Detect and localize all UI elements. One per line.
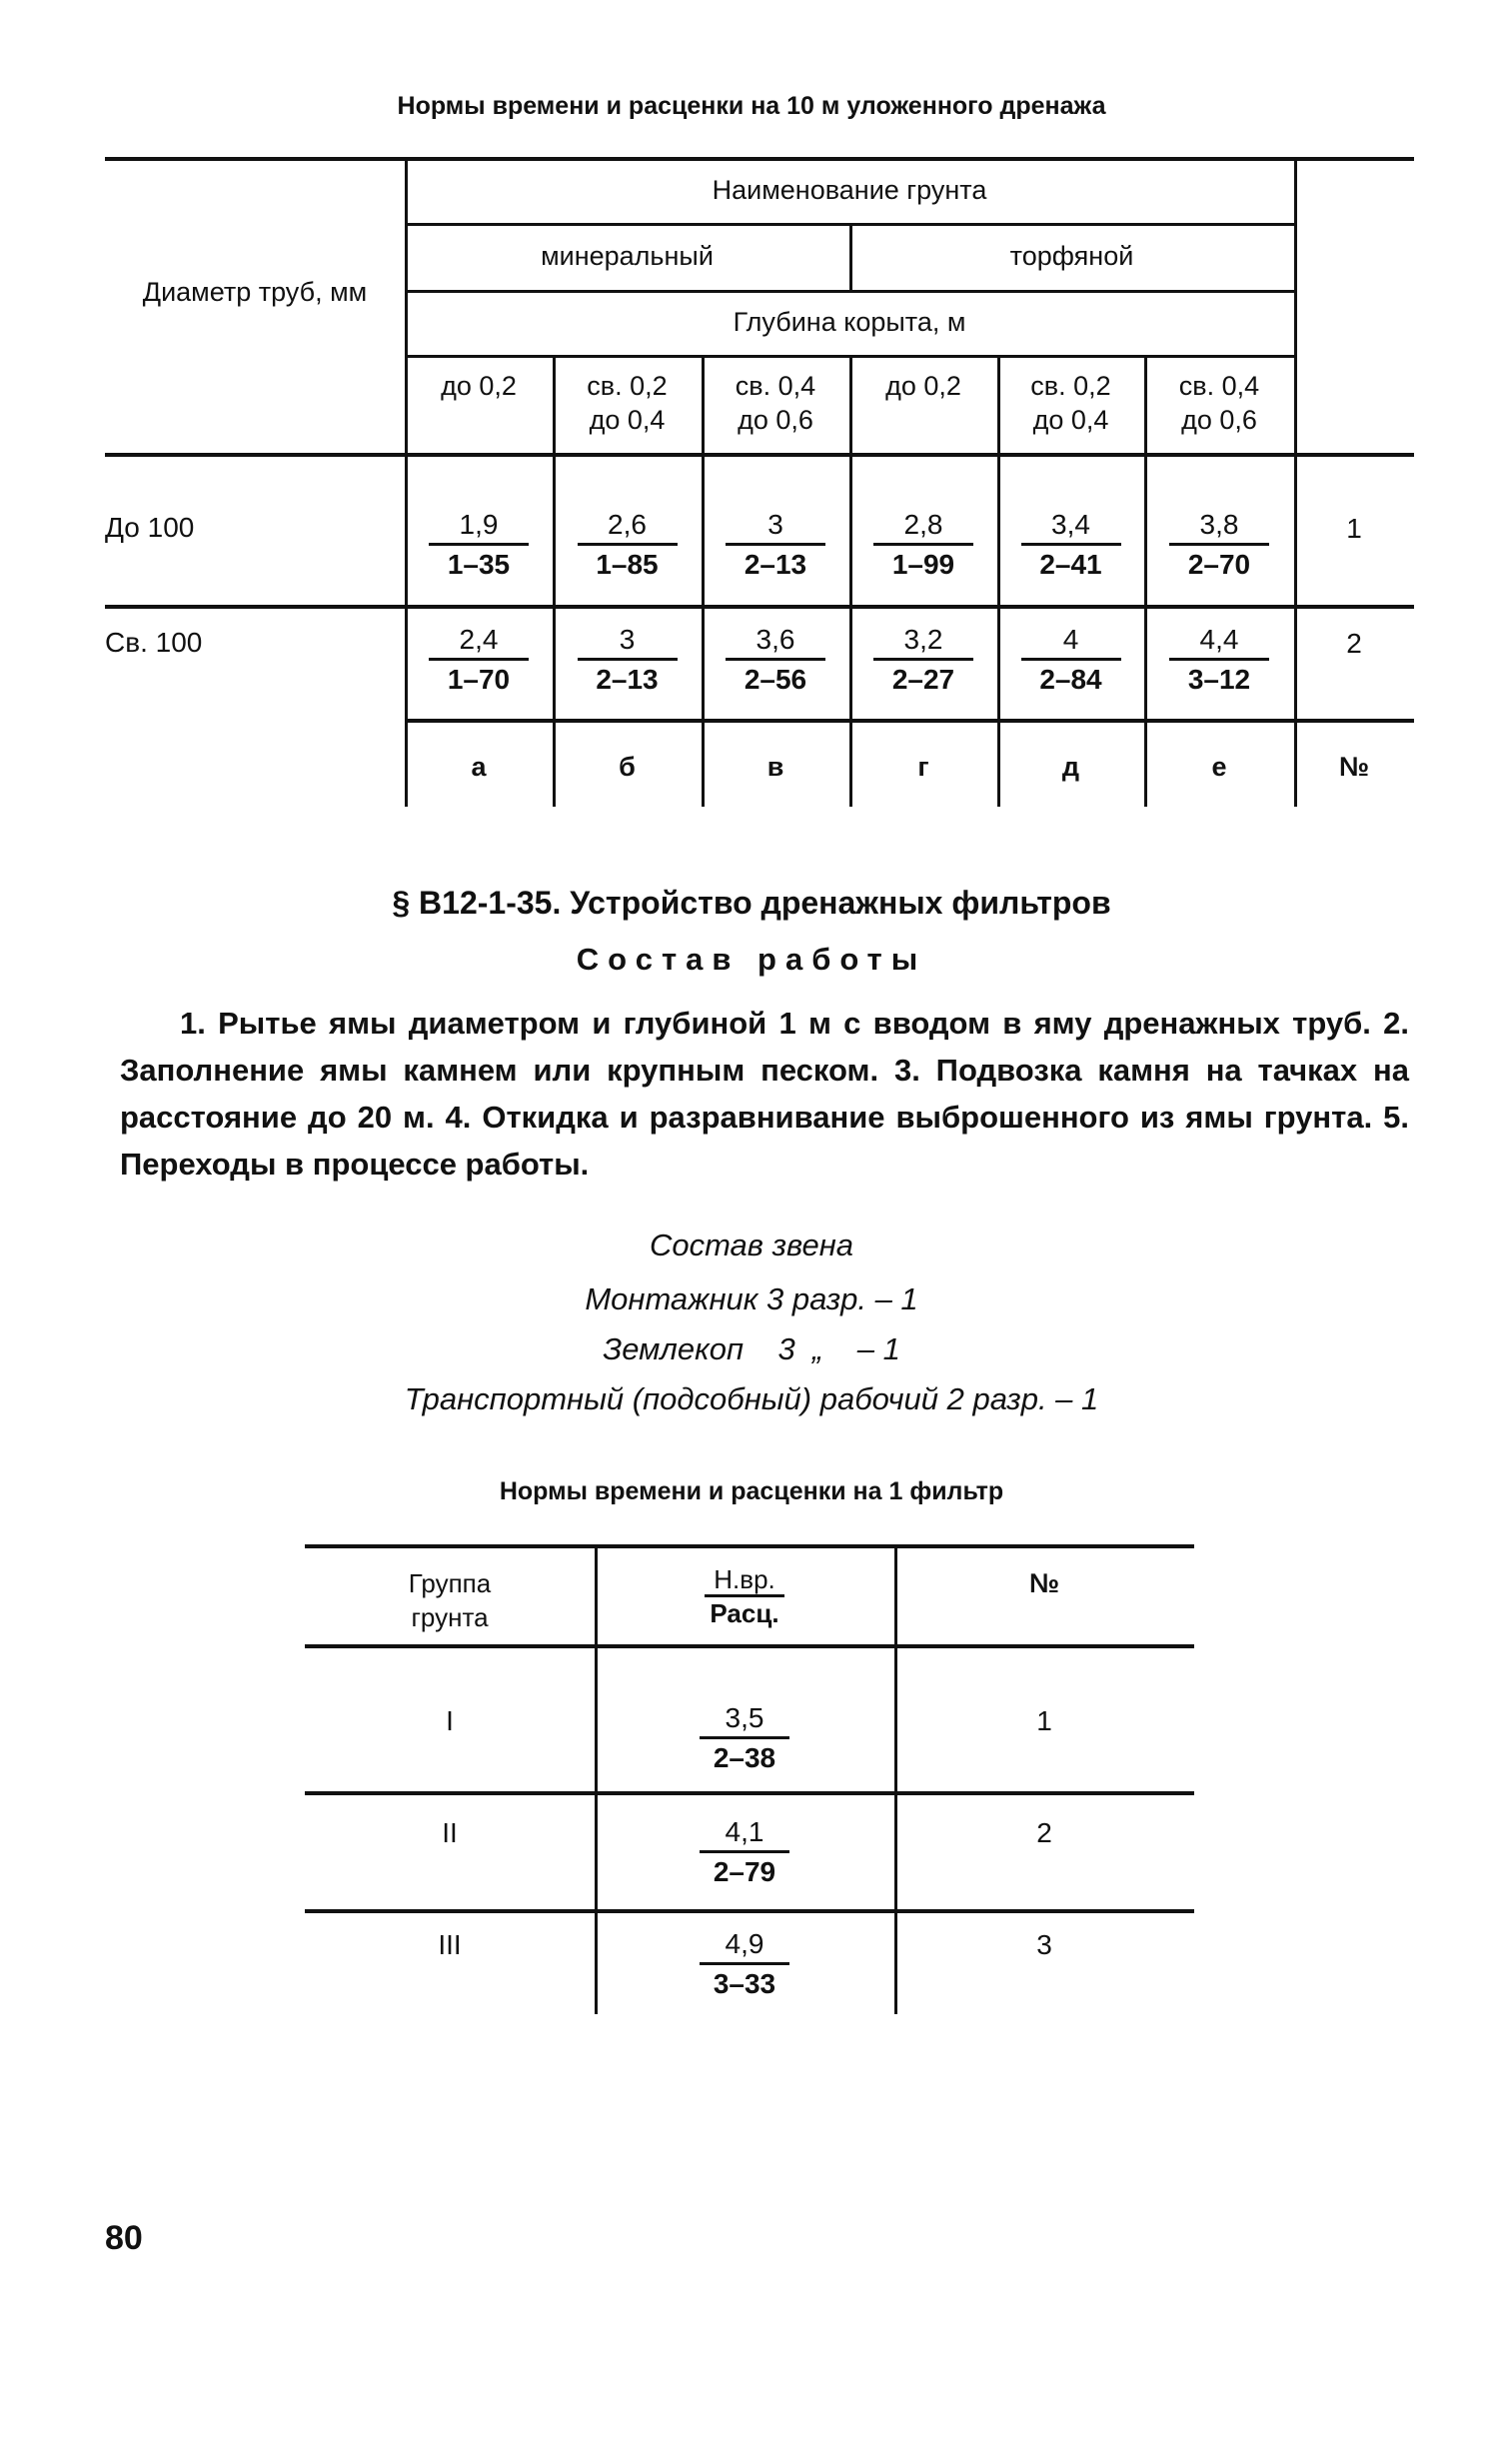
table-cell: [997, 622, 1144, 697]
depth-col-f-line2: до 0,6: [1181, 405, 1257, 435]
depth-col-c-line1: св. 0,4: [735, 371, 816, 401]
norm-time-header: Н.вр.: [714, 1564, 775, 1594]
column-letter: б: [619, 752, 636, 782]
row-number: 1: [1346, 513, 1362, 544]
norm-time: 3,4: [1051, 509, 1090, 540]
rate-header: Расц.: [710, 1598, 779, 1628]
table-cell: [405, 507, 553, 582]
section-title: § В12-1-35. Устройство дренажных фильтров: [392, 885, 1111, 921]
table2: [305, 1544, 1194, 2014]
depth-col-c-line2: до 0,6: [738, 405, 813, 435]
norm-time: 3,6: [755, 624, 795, 655]
depth-header: Глубина корыта, м: [733, 307, 966, 337]
depth-col-b: [553, 369, 702, 437]
depth-col-b-line1: св. 0,2: [587, 371, 668, 401]
table-cell: [1144, 622, 1294, 697]
soil-type-mineral: минеральный: [541, 241, 714, 271]
col-group-header: [305, 1566, 595, 1634]
norm-time: 3: [619, 624, 636, 655]
work-composition-text: 1. Рытье ямы диаметром и глубиной 1 м с вводом в яму дренажных труб. 2. Заполнение ямы камнем или крупным песком. 3. Подвозка камня на тачках на расстояние до 20 м. 4. Откидка и разравнивание выброшенного из ямы грунта. 5. Переходы в процессе работы.: [120, 1006, 1409, 1182]
table-cell: [997, 507, 1144, 582]
group-value: II: [442, 1817, 458, 1848]
depth-col-d: [849, 369, 997, 403]
row-number: 3: [1036, 1929, 1052, 1960]
table-cell: [702, 507, 849, 582]
col-norm-header: [595, 1564, 894, 1627]
rate: 2–27: [891, 664, 955, 695]
table-cell: [595, 1926, 894, 2001]
row-number: 2: [1346, 628, 1362, 659]
rate: 1–85: [596, 549, 659, 580]
depth-col-a-line1: до 0,2: [441, 371, 517, 401]
table-cell: [553, 622, 702, 697]
col-group-header-text: Группа грунта: [408, 1568, 492, 1632]
rate: 1–70: [447, 664, 511, 695]
column-letter: г: [917, 752, 929, 782]
group-header: Наименование грунта: [712, 175, 987, 205]
depth-col-a: [405, 369, 553, 403]
depth-col-f-line1: св. 0,4: [1178, 371, 1260, 401]
rate: 3–12: [1187, 664, 1251, 695]
crew-line: Землекоп 3 „ – 1: [603, 1331, 900, 1366]
norm-time: 3,8: [1199, 509, 1239, 540]
row-number: 1: [1036, 1705, 1052, 1736]
norm-time: 4,1: [725, 1816, 764, 1847]
row-label: До 100: [105, 512, 195, 543]
table-cell: [1144, 507, 1294, 582]
column-letter: д: [1061, 752, 1080, 782]
rate: 2–56: [744, 664, 807, 695]
depth-col-b-line2: до 0,4: [589, 405, 666, 435]
stub-header: [105, 275, 405, 309]
table-cell: [595, 1814, 894, 1889]
rate: 2–84: [1039, 664, 1102, 695]
crew-title: Состав звена: [649, 1228, 854, 1262]
depth-col-e-line2: до 0,4: [1032, 405, 1109, 435]
norm-time: 3,2: [903, 624, 943, 655]
norm-time: 2,8: [903, 509, 943, 540]
number-column-label: №: [1338, 752, 1370, 782]
crew-line: Монтажник 3 разр. – 1: [585, 1281, 918, 1316]
norm-time: 3,5: [725, 1702, 764, 1733]
rate: 1–99: [891, 549, 955, 580]
norm-time: 4: [1062, 624, 1079, 655]
rate: 2–13: [596, 664, 659, 695]
table1-caption: Нормы времени и расценки на 10 м уложенного дренажа: [397, 92, 1106, 120]
rate: 2–79: [713, 1856, 776, 1887]
table1: [105, 157, 1414, 807]
work-composition-title: Состав работы: [576, 942, 927, 977]
crew-line: Транспортный (подсобный) рабочий 2 разр. – 1: [404, 1381, 1099, 1416]
group-value: I: [446, 1705, 454, 1736]
depth-col-e-line1: св. 0,2: [1030, 371, 1111, 401]
column-letter: в: [766, 752, 784, 782]
table-cell: [849, 622, 997, 697]
depth-col-c: [702, 369, 849, 437]
norm-time: 2,6: [608, 509, 647, 540]
norm-time: 2,4: [459, 624, 499, 655]
depth-col-e: [997, 369, 1144, 437]
rate: 3–33: [713, 1968, 776, 1999]
rate: 2–70: [1187, 549, 1251, 580]
table-cell: [595, 1700, 894, 1775]
table2-caption: Нормы времени и расценки на 1 фильтр: [499, 1477, 1004, 1505]
rate: 2–41: [1039, 549, 1102, 580]
table-cell: [849, 507, 997, 582]
stub-header-text: Диаметр труб, мм: [142, 277, 368, 307]
table-cell: [553, 507, 702, 582]
column-letter: а: [471, 752, 487, 782]
page-number: 80: [105, 2219, 143, 2257]
rate: 2–13: [744, 549, 807, 580]
group-value: III: [438, 1929, 462, 1960]
depth-col-d-line1: до 0,2: [885, 371, 961, 401]
row-label: Св. 100: [105, 627, 203, 658]
soil-type-peat: торфяной: [1009, 241, 1134, 271]
row-number: 2: [1036, 1817, 1052, 1848]
norm-time: 4,9: [725, 1928, 764, 1959]
rate: 2–38: [713, 1742, 776, 1773]
norm-time: 4,4: [1199, 624, 1239, 655]
col-number-header: №: [1028, 1568, 1060, 1598]
rate: 1–35: [447, 549, 511, 580]
table-cell: [702, 622, 849, 697]
depth-col-f: [1144, 369, 1294, 437]
column-letter: е: [1211, 752, 1227, 782]
norm-time: 3: [767, 509, 783, 540]
norm-time: 1,9: [459, 509, 499, 540]
table-cell: [405, 622, 553, 697]
